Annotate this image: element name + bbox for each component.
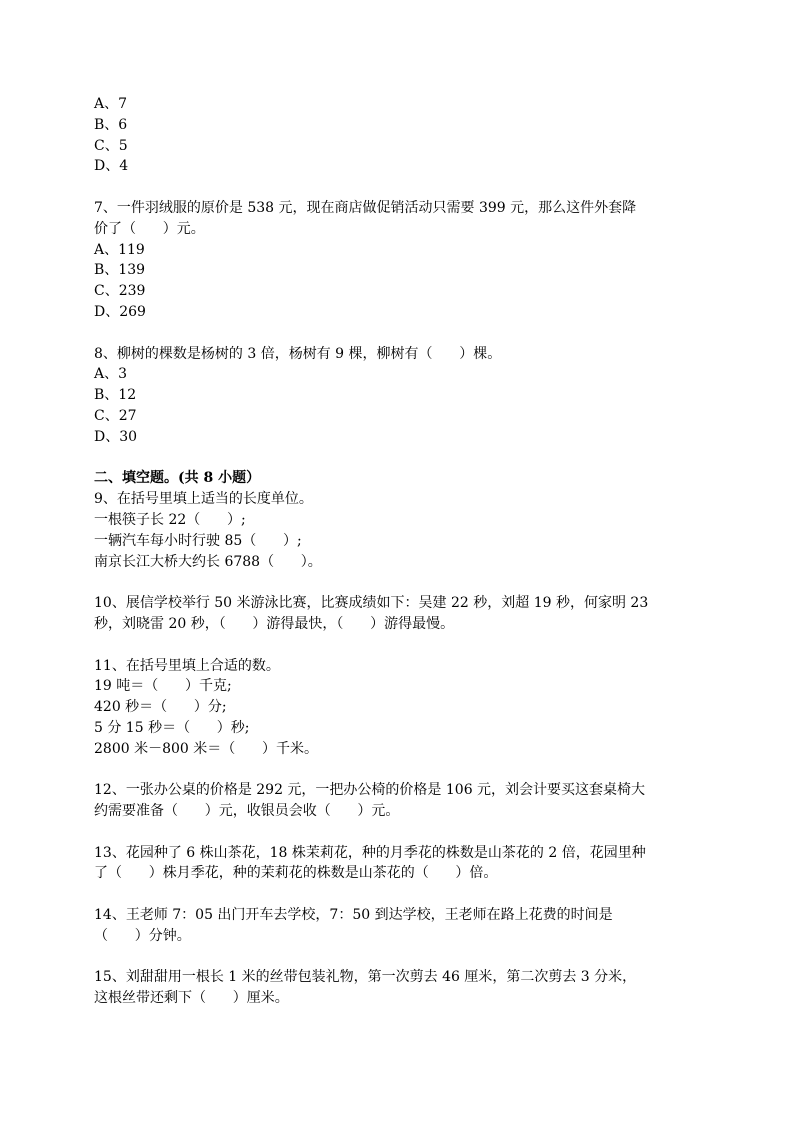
spacer [94, 635, 708, 656]
question-13-text: 13、花园种了 6 株山茶花，18 株茉莉花，种的月季花的株数是山茶花的 2 倍，花园里种 [94, 844, 646, 861]
question-11-item: 5 分 15 秒＝（ ）秒; [94, 719, 250, 736]
question-6-options [94, 94, 708, 177]
spacer [94, 884, 708, 905]
option-c: C、27 [94, 407, 137, 424]
option-a: A、119 [94, 241, 145, 258]
question-9 [94, 489, 708, 572]
question-10-text: 10、展信学校举行 50 米游泳比赛，比赛成绩如下：吴建 22 秒，刘超 19 秒，何家明 23 [94, 595, 649, 612]
option-c: C、5 [94, 137, 128, 154]
question-11-text: 11、在括号里填上合适的数。 [94, 657, 280, 674]
question-14-text-cont: （ ）分钟。 [94, 927, 191, 944]
spacer [94, 947, 708, 968]
question-12 [94, 780, 708, 822]
question-15 [94, 967, 708, 1009]
option-a: A、3 [94, 366, 128, 383]
option-d: D、30 [94, 428, 138, 445]
worksheet-page [94, 94, 708, 1009]
question-7-text-cont: 价了（ ）元。 [94, 220, 205, 237]
option-d: D、269 [94, 303, 146, 320]
question-11-item: 19 吨＝（ ）千克; [94, 678, 232, 695]
question-14 [94, 905, 708, 947]
question-11-item: 420 秒＝（ ）分; [94, 699, 227, 716]
spacer [94, 760, 708, 781]
option-b: B、139 [94, 262, 146, 279]
question-9-item: 一根筷子长 22（ ）; [94, 511, 246, 528]
question-7 [94, 198, 708, 323]
option-d: D、4 [94, 158, 129, 175]
question-10 [94, 593, 708, 635]
spacer [94, 822, 708, 843]
question-15-text: 15、刘甜甜用一根长 1 米的丝带包装礼物，第一次剪去 46 厘米，第二次剪去 3 分米， [94, 969, 637, 986]
question-9-item: 一辆汽车每小时行驶 85（ ）; [94, 532, 302, 549]
question-11 [94, 656, 708, 760]
question-8 [94, 344, 708, 448]
spacer [94, 323, 708, 344]
option-c: C、239 [94, 283, 146, 300]
question-9-text: 9、在括号里填上适当的长度单位。 [94, 491, 313, 508]
option-b: B、12 [94, 387, 137, 404]
question-7-text: 7、一件羽绒服的原价是 538 元，现在商店做促销活动只需要 399 元，那么这件外套降 [94, 199, 637, 216]
question-14-text: 14、王老师 7：05 出门开车去学校，7：50 到达学校，王老师在路上花费的时间是 [94, 907, 613, 924]
option-a: A、7 [94, 96, 128, 112]
question-12-text-cont: 约需要准备（ ）元，收银员会收（ ）元。 [94, 803, 400, 820]
question-13 [94, 843, 708, 885]
spacer [94, 177, 708, 198]
spacer [94, 448, 708, 469]
section-heading: 二、填空题。(共 8 小题） [94, 470, 261, 487]
question-11-item: 2800 米－800 米＝（ ）千米。 [94, 740, 318, 757]
question-10-text-cont: 秒，刘晓雷 20 秒，（ ）游得最快，（ ）游得最慢。 [94, 615, 455, 632]
option-b: B、6 [94, 116, 128, 133]
question-12-text: 12、一张办公桌的价格是 292 元，一把办公椅的价格是 106 元，刘会计要买这套桌椅大 [94, 782, 646, 799]
question-8-text: 8、柳树的棵数是杨树的 3 倍，杨树有 9 棵，柳树有（ ）棵。 [94, 345, 502, 362]
question-13-text-cont: 了（ ）株月季花，种的茉莉花的株数是山茶花的（ ）倍。 [94, 865, 498, 882]
question-15-text-cont: 这根丝带还剩下（ ）厘米。 [94, 990, 289, 1007]
question-9-item: 南京长江大桥大约长 6788（ ）。 [94, 553, 322, 570]
spacer [94, 572, 708, 593]
